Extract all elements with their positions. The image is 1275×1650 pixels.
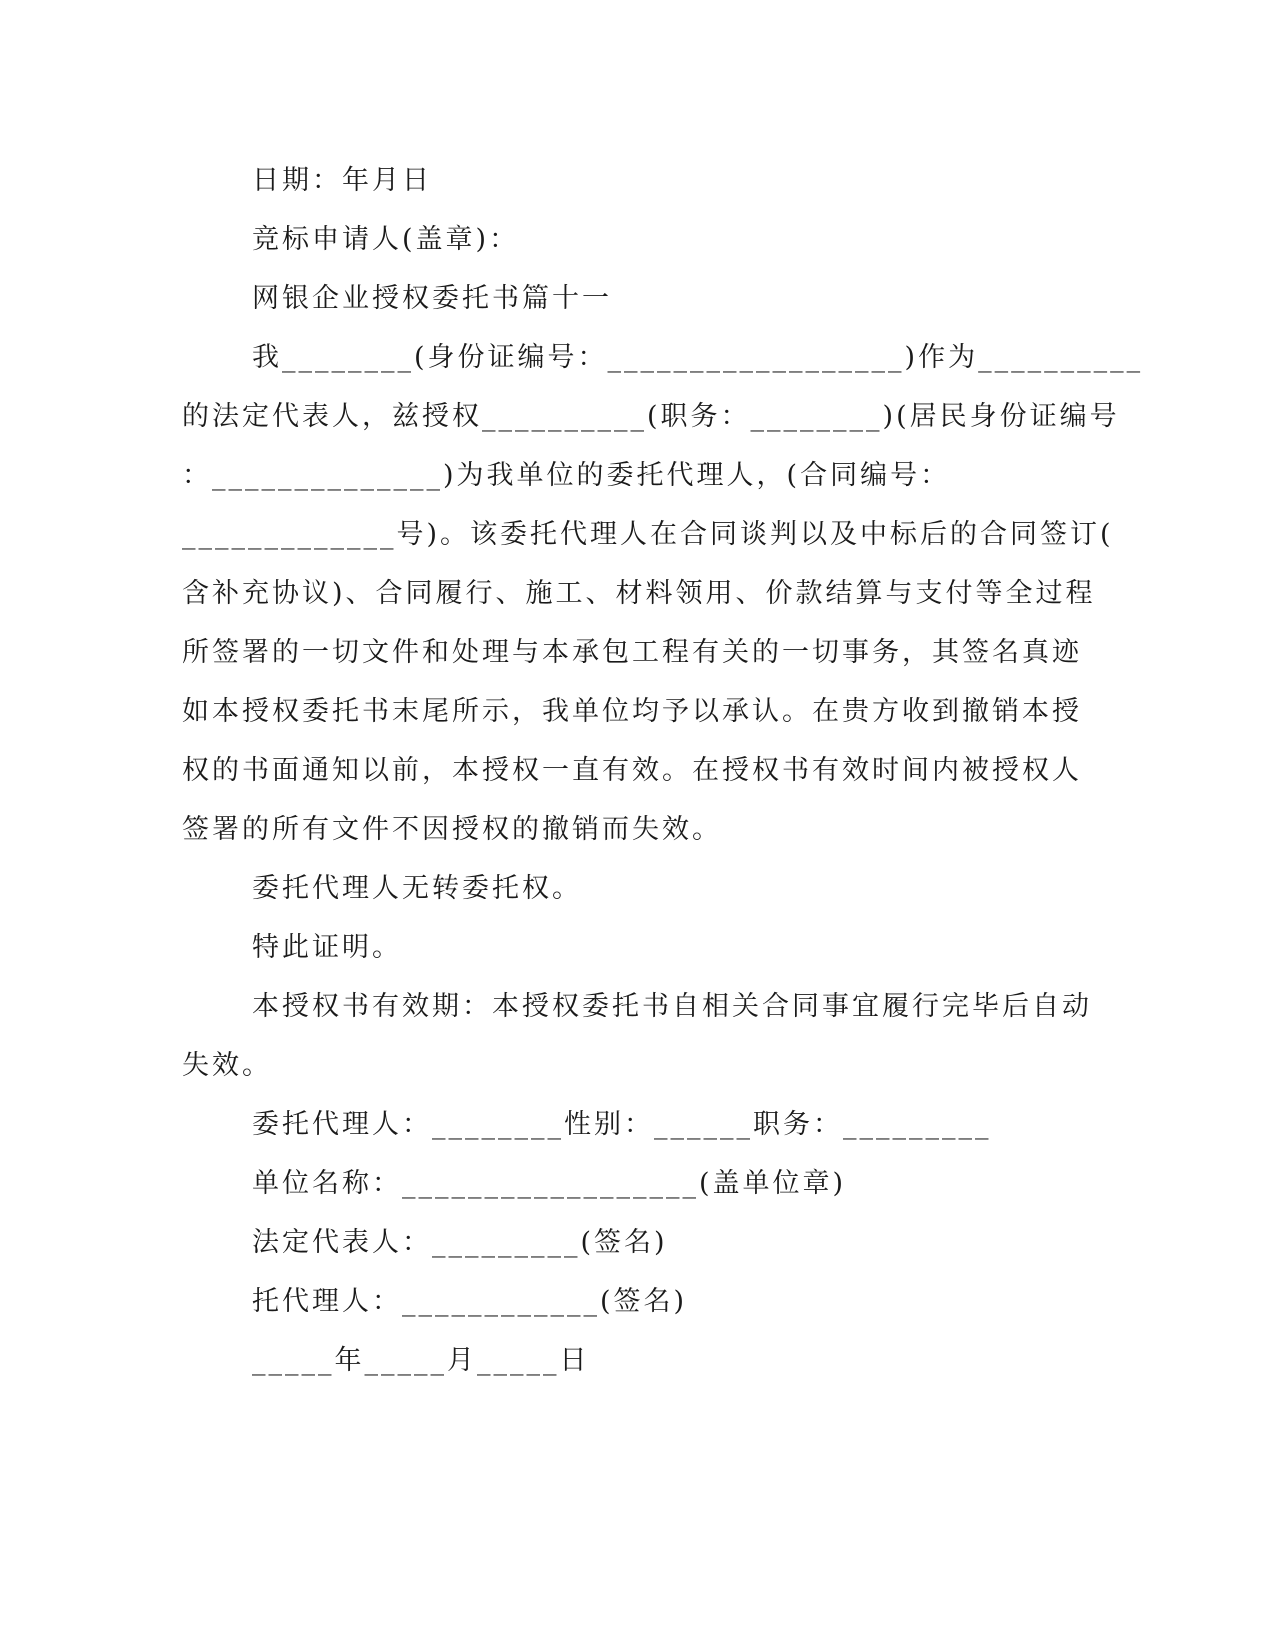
paragraph-line: ：______________)为我单位的委托代理人，(合同编号： xyxy=(182,460,951,491)
signature-date-line: _____年_____月_____日 xyxy=(252,1345,590,1376)
paragraph-line: 所签署的一切文件和处理与本承包工程有关的一切事务，其签名真迹 xyxy=(182,637,1082,668)
organization-line: 单位名称：__________________(盖单位章) xyxy=(252,1168,847,1199)
validity-line: 本授权书有效期：本授权委托书自相关合同事宜履行完毕后自动 xyxy=(252,991,1092,1022)
section-heading: 网银企业授权委托书篇十一 xyxy=(252,283,612,314)
agent-signature-line: 托代理人：____________(签名) xyxy=(252,1286,688,1317)
paragraph-line: 含补充协议)、合同履行、施工、材料领用、价款结算与支付等全过程 xyxy=(182,578,1096,609)
paragraph-line: 的法定代表人，兹授权__________(职务：________)(居民身份证编号 xyxy=(182,401,1120,432)
legal-rep-signature-line: 法定代表人：_________(签名) xyxy=(252,1227,668,1258)
no-subdelegation-line: 委托代理人无转委托权。 xyxy=(252,873,582,904)
validity-line-end: 失效。 xyxy=(182,1050,272,1081)
applicant-seal-line: 竞标申请人(盖章)： xyxy=(252,224,520,255)
paragraph-line: 如本授权委托书末尾所示，我单位均予以承认。在贵方收到撤销本授 xyxy=(182,696,1082,727)
paragraph-line: 我________(身份证编号：__________________)作为__________ xyxy=(252,342,1144,373)
agent-info-line: 委托代理人：________性别：______职务：_________ xyxy=(252,1109,992,1140)
date-line: 日期：年月日 xyxy=(252,165,432,196)
paragraph-line: 权的书面通知以前，本授权一直有效。在授权书有效时间内被授权人 xyxy=(182,755,1082,786)
paragraph-line: 签署的所有文件不因授权的撤销而失效。 xyxy=(182,814,722,845)
certification-line: 特此证明。 xyxy=(252,932,402,963)
paragraph-line: _____________号)。该委托代理人在合同谈判以及中标后的合同签订( xyxy=(182,519,1114,550)
